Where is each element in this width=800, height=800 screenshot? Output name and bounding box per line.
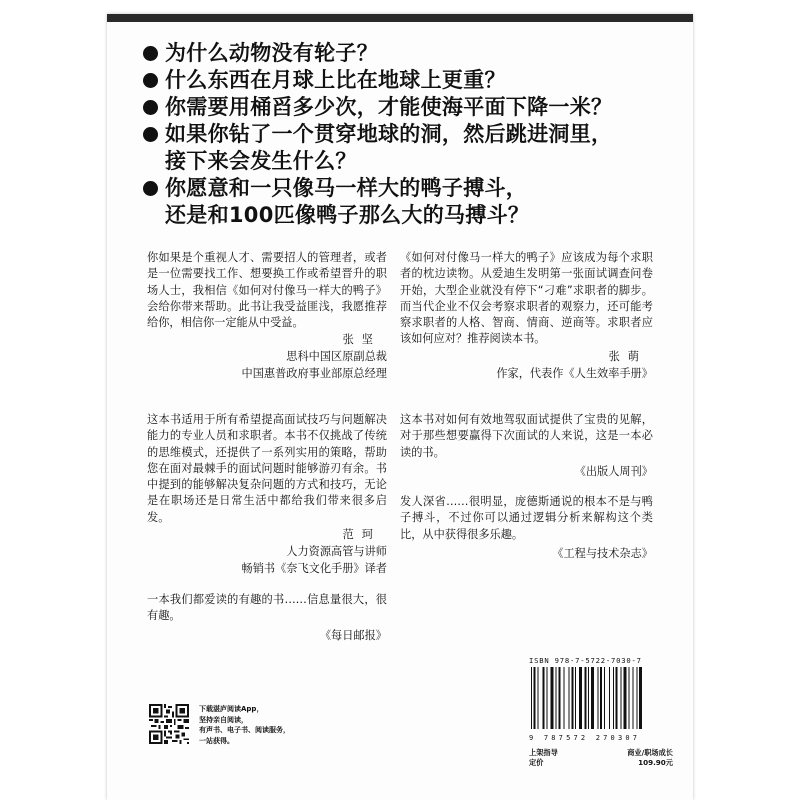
barcode-bar bbox=[616, 667, 618, 729]
barcode-bar bbox=[556, 667, 557, 729]
barcode-bar bbox=[591, 667, 594, 729]
barcode-bar bbox=[558, 667, 560, 729]
barcode-bar bbox=[623, 667, 626, 729]
barcode-bar bbox=[621, 667, 622, 729]
barcode-bar bbox=[538, 667, 539, 729]
question-text: 为什么动物没有轮子？ bbox=[165, 41, 378, 65]
barcode-bar bbox=[543, 667, 545, 729]
barcode-bar bbox=[588, 667, 589, 729]
barcode-bar bbox=[629, 667, 630, 729]
reviewer-name: 张萌 bbox=[608, 349, 647, 363]
question-text-line2: 接下来会发生什么？ bbox=[165, 149, 357, 173]
question-item bbox=[143, 40, 683, 67]
reviewer-signature bbox=[147, 331, 387, 382]
review-source: 《出版人周刊》 bbox=[574, 464, 653, 478]
isbn-barcode bbox=[529, 656, 673, 742]
qr-code-icon bbox=[149, 704, 189, 744]
barcode-bar bbox=[613, 667, 614, 729]
barcode-bars-icon bbox=[529, 667, 673, 729]
barcode-bar bbox=[579, 667, 582, 729]
review-left-1 bbox=[147, 250, 387, 382]
question-item bbox=[143, 94, 683, 121]
book-back-cover bbox=[107, 14, 693, 800]
qr-caption-line: 下载湛庐阅读App， bbox=[199, 705, 264, 713]
question-text: 你需要用桶舀多少次，才能使海平面下降一米？ bbox=[165, 95, 613, 119]
question-text: 你愿意和一只像马一样大的鸭子搏斗， bbox=[165, 176, 528, 200]
question-text: 什么东西在月球上比在地球上更重？ bbox=[165, 68, 506, 92]
review-right-2 bbox=[400, 412, 653, 480]
barcode-bar bbox=[609, 667, 610, 729]
question-text: 如果你钻了一个贯穿地球的洞，然后跳进洞里， bbox=[165, 122, 613, 146]
shelf-category: 商业/职场成长 bbox=[627, 748, 673, 757]
review-text: 一本我们都爱读的有趣的书……信息量很大，很有趣。 bbox=[147, 593, 387, 623]
bullet-dot-icon bbox=[143, 73, 158, 88]
qr-caption-line: 坚持亲自阅读， bbox=[199, 715, 248, 724]
reviewer-title: 作家，代表作《人生效率手册》 bbox=[496, 366, 653, 380]
barcode-digits: 9 787572 270307 bbox=[529, 734, 641, 742]
cover-top-strip bbox=[107, 14, 693, 22]
reviewer-signature bbox=[400, 348, 653, 382]
qr-caption-line: 有声书、电子书、阅读服务， bbox=[199, 726, 290, 734]
price-amount: 109.90元 bbox=[638, 758, 673, 767]
question-item bbox=[143, 67, 683, 94]
review-left-3 bbox=[147, 592, 387, 644]
review-text: 发人深省……很明显，庞德斯通说的根本不是与鸭子搏斗，不过你可以通过逻辑分析来解构这个类比，从中获得很多乐趣。 bbox=[400, 495, 653, 541]
barcode-bar bbox=[632, 667, 633, 729]
barcode-bar bbox=[636, 667, 637, 729]
shelf-value bbox=[619, 748, 673, 768]
question-item bbox=[143, 175, 683, 229]
barcode-bar bbox=[551, 667, 554, 729]
question-text-line2: 还是和100匹像鸭子那么大的马搏斗？ bbox=[165, 203, 530, 227]
reviewer-title: 思科中国区原副总裁 bbox=[286, 350, 387, 364]
reviewer-signature bbox=[147, 526, 387, 577]
isbn-number: ISBN 978-7-5722-7030-7 bbox=[529, 656, 642, 665]
reviewer-title: 中国惠普政府事业部原总经理 bbox=[241, 367, 387, 381]
review-text: 你如果是个重视人才、需要招人的管理者，或者是一位需要找工作、想要换工作或希望晋升的职场人士，我相信《如何对付像马一样大的鸭子》会给你带来帮助。此书让我受益匪浅，我愿推荐给你，相信你一定能从中受益。 bbox=[147, 251, 387, 330]
qr-caption-line: 一站获得。 bbox=[199, 736, 234, 745]
review-right-1 bbox=[400, 250, 653, 382]
bullet-dot-icon bbox=[143, 127, 158, 142]
reviewer-name: 张坚 bbox=[342, 333, 381, 347]
barcode-bar bbox=[575, 667, 576, 729]
review-text: 这本书对如何有效地驾驭面试提供了宝贵的见解，对于那些想要赢得下次面试的人来说，这是一本必读的书。 bbox=[400, 413, 653, 459]
barcode-bar bbox=[600, 667, 602, 729]
reviewer-title: 人力资源高管与讲师 bbox=[286, 545, 387, 559]
bullet-dot-icon bbox=[143, 181, 158, 196]
review-text: 这本书适用于所有希望提高面试技巧与问题解决能力的专业人员和求职者。本书不仅挑战了传统的思维模式，还提供了一系列实用的策略，帮助您在面对最棘手的面试问题时能够游刃有余。书中提到的能够解决复杂问题的方式和技巧，无论是在职场还是日常生活中都给我们带来很多启发。 bbox=[147, 413, 387, 524]
barcode-bar bbox=[584, 667, 586, 729]
barcode-bar bbox=[547, 667, 548, 729]
price-label: 定价 bbox=[529, 758, 544, 767]
bullet-dot-icon bbox=[143, 46, 158, 61]
review-source: 《每日邮报》 bbox=[319, 628, 387, 642]
shelf-guide-label: 上架指导 bbox=[529, 748, 558, 757]
shelf-label bbox=[529, 748, 558, 768]
review-text: 《如何对付像马一样大的鸭子》应该成为每个求职者的枕边读物。从爱迪生发明第一张面试调查问卷开始，大型企业就没有停下“刁难”求职者的脚步。而当代企业不仅会考察求职者的观察力，还可能考察求职者的人格、智商、情商、逆商等。求职者应该如何应对？推荐阅读本书。 bbox=[400, 251, 653, 346]
review-source: 《工程与技术杂志》 bbox=[552, 546, 653, 560]
review-left-2 bbox=[147, 412, 387, 577]
barcode-bar bbox=[564, 667, 565, 729]
barcode-bar bbox=[639, 667, 642, 729]
question-item bbox=[143, 121, 683, 175]
question-list bbox=[143, 40, 683, 229]
qr-caption bbox=[199, 704, 290, 746]
barcode-bar bbox=[569, 667, 570, 729]
reviewer-name: 范珂 bbox=[342, 528, 381, 542]
barcode-bar bbox=[604, 667, 605, 729]
barcode-bar bbox=[597, 667, 598, 729]
barcode-bar bbox=[531, 667, 532, 729]
barcode-bar bbox=[534, 667, 536, 729]
reviewer-title: 畅销书《奈飞文化手册》译者 bbox=[241, 562, 387, 576]
review-right-3 bbox=[400, 494, 653, 562]
bullet-dot-icon bbox=[143, 100, 158, 115]
barcode-bar bbox=[571, 667, 573, 729]
